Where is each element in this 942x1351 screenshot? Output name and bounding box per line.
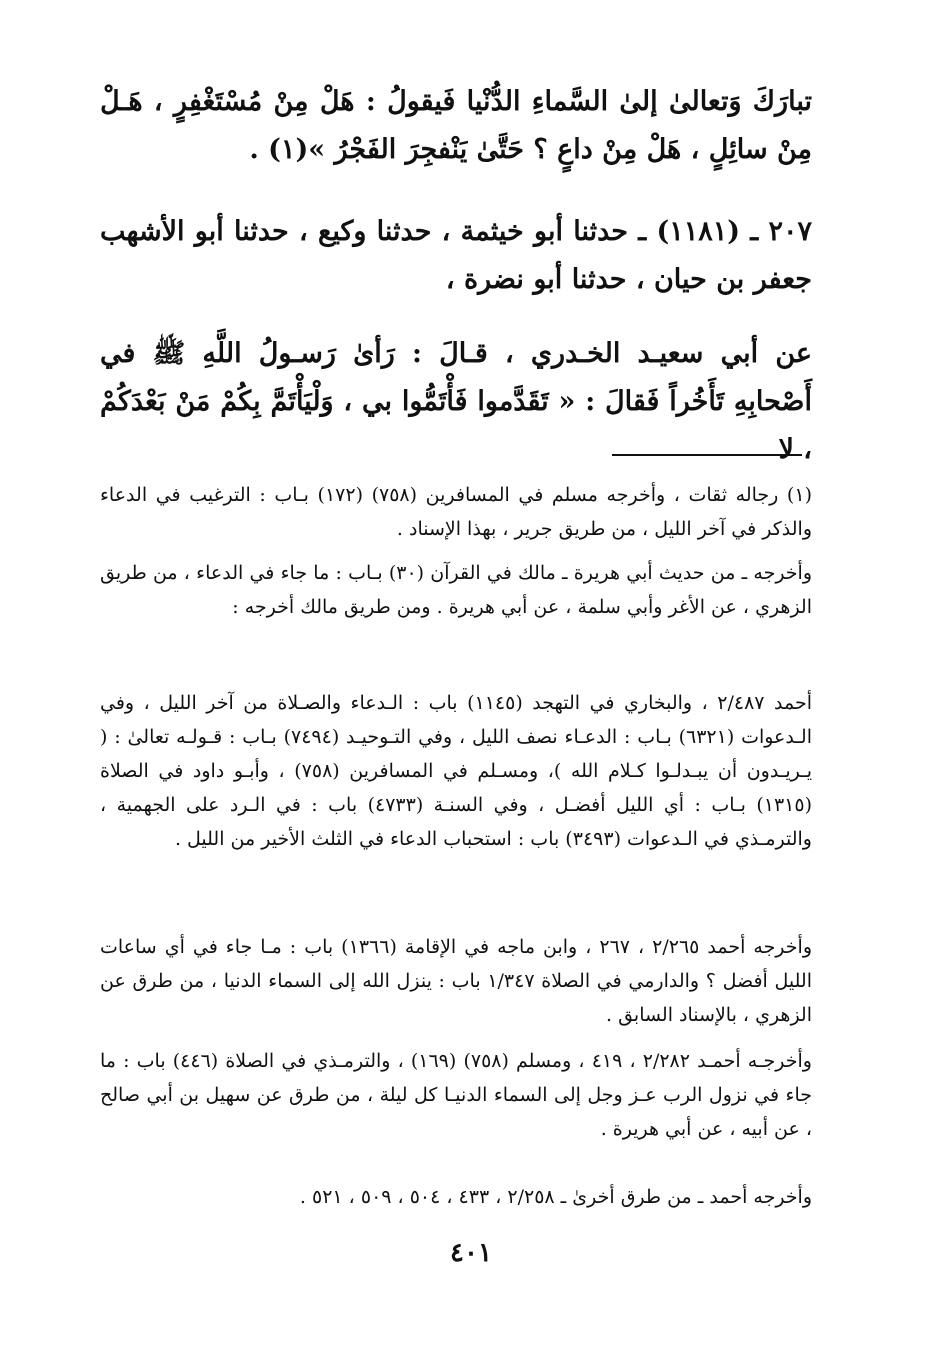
footnote-paragraph-6: وأخرجه أحمد ـ من طرق أخرىٰ ـ ٢/٢٥٨ ، ٤٣٣ ، ٥٠٤ ، ٥٠٩ ، ٥٢١ . <box>299 1186 812 1208</box>
main-paragraph-hadith-end: تبارَكَ وَتعالىٰ إلىٰ السَّماءِ الدُّنْيا فَيقولُ : هَلْ مِنْ مُسْتَغْفِرٍ ، هَـلْ مِنْ سائِلٍ ، هَلْ مِنْ داعٍ ؟ حَتَّىٰ يَنْفجِرَ الفَجْرُ »(١) . <box>100 86 812 165</box>
footnote-paragraph-3: أحمد ٢/٤٨٧ ، والبخاري في التهجد (١١٤٥) باب : الـدعاء والصـلاة من آخر الليل ، وفي الـدعوات (٦٣٢١) بـاب : الدعـاء نصف الليل ، وفي التـوحيـد (٧٤٩٤) بـاب : قـولـه تعالىٰ : ( يـريـدون أن يبـدلـوا كـلام الله )، ومسـلم في المسافرين (٧٥٨) ، وأبـو داود في الصلاة (١٣١٥) بـاب : أي الليل أفضـل ، وفي السنـة (٤٧٣٣) باب : في الـرد على الجهمية ، والترمـذي في الـدعوات (٣٤٩٣) باب : استحباب الدعاء في الثلث الأخير من الليل . <box>100 692 812 850</box>
main-paragraph-isnad: ٢٠٧ ـ (١١٨١) ـ حدثنا أبو خيثمة ، حدثنا وكيع ، حدثنا أبو الأشهب جعفر بن حيان ، حدثنا أبو نضرة ، <box>100 216 812 295</box>
footnote-1: (١) رجاله ثقات ، وأخرجه مسلم في المسافرين (٧٥٨) (١٧٢) بـاب : الترغيب في الدعاء والذكر في آخر الليل ، من طريق جرير ، بهذا الإسناد . <box>100 484 812 540</box>
footnote-paragraph-4: وأخرجه أحمد ٢/٢٦٥ ، ٢٦٧ ، وابن ماجه في الإقامة (١٣٦٦) باب : مـا جاء في أي ساعات الليل أفضل ؟ والدارمي في الصلاة ١/٣٤٧ باب : ينزل الله إلى السماء الدنيا ، من طرق عن الزهري ، بالإسناد السابق . <box>100 936 812 1026</box>
footnote-paragraph-2: وأخرجه ـ من حديث أبي هريرة ـ مالك في القرآن (٣٠) بـاب : ما جاء في الدعاء ، من طريق الزهري ، عن الأغر وأبي سلمة ، عن أبي هريرة . ومن طريق مالك أخرجه : <box>100 562 812 618</box>
main-paragraph-hadith-start: عن أبي سعيـد الخـدري ، قـالَ : رَأىٰ رَسـولُ اللَّهِ ﷺ في أَصْحابِهِ تَأَخُراً فَقالَ : « تَقَدَّموا فَأْتَمُّوا بي ، وَلْيَأْتَمَّ بِكُمْ مَنْ بَعْدَكُمْ ، لا <box>100 338 812 465</box>
footnote-separator <box>612 454 802 456</box>
page-number: ٤٠١ <box>450 1238 492 1268</box>
footnote-paragraph-5: وأخرجـه أحمـد ٢/٢٨٢ ، ٤١٩ ، ومسلم (٧٥٨) (١٦٩) ، والترمـذي في الصلاة (٤٤٦) باب : ما جاء في نزول الرب عـز وجل إلى السماء الدنيـا كل ليلة ، من طرق عن سهيل بن أبي صالح ، عن أبيه ، عن أبي هريرة . <box>100 1050 812 1140</box>
